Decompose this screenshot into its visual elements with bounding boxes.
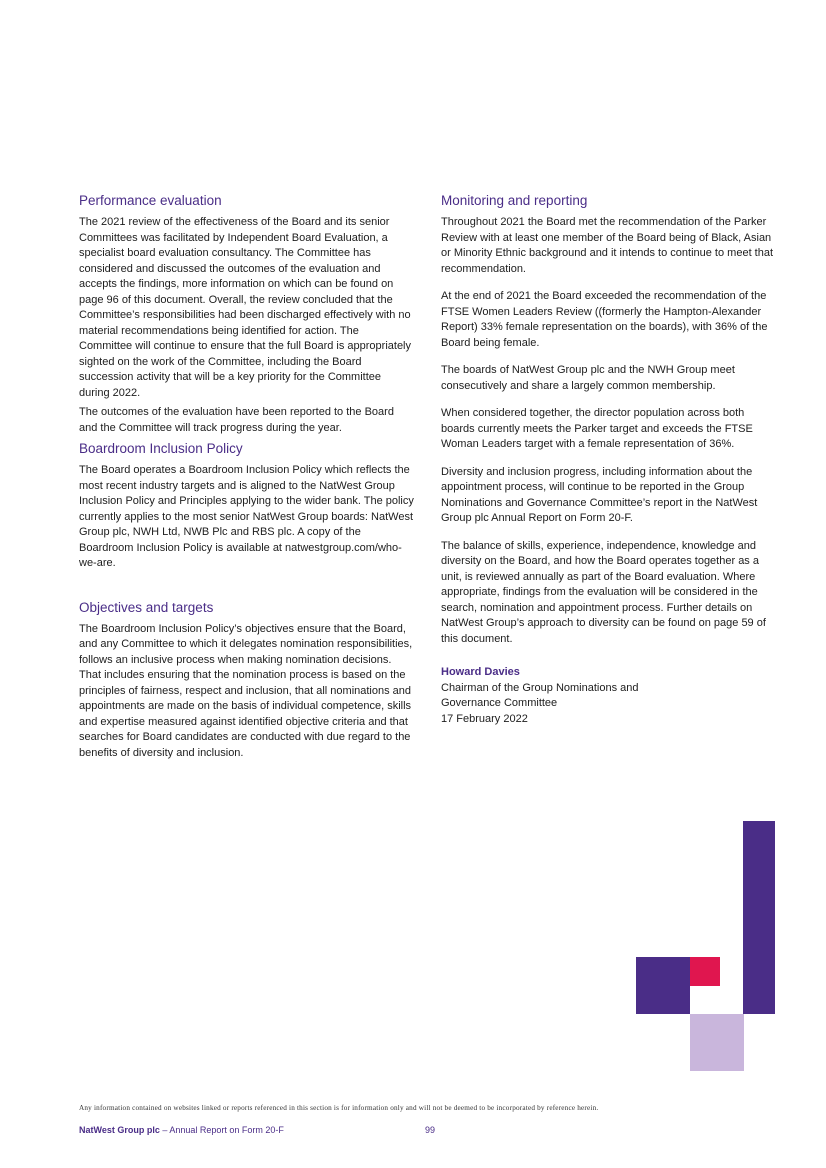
performance-evaluation-heading: Performance evaluation [79,193,222,208]
footer-brand: NatWest Group plc [79,1125,160,1135]
objectives-and-targets-heading: Objectives and targets [79,599,214,615]
monitoring-paragraph-5: Diversity and inclusion progress, including information about the appointment process, will continue to be reported in the Group Nominations and Governance Committee’s report in the NatWest Group plc Annual Report on Form 20-F. [441,465,758,524]
page-number: 99 [425,1125,436,1135]
signatory-name: Howard Davies [441,666,520,678]
signature-date: 17 February 2022 [441,712,528,725]
decorative-purple-bar [743,821,775,1014]
objectives-and-targets-paragraph: The Boardroom Inclusion Policy’s objectives ensure that the Board, and any Committee to which it delegates nomination responsibilities, follows an inclusive process when making nomination decisions. That includes ensuring that the nomination process is based on the principles of fairness, respect and inclusion, that all nominations and appointments are made on the basis of individual competence, skills and expertise measured against identified objective criteria and that searches for Board candidates are conducted with due regard to the benefits of diversity and inclusion. [79,622,413,759]
footer-report-title: – Annual Report on Form 20-F [159,1125,284,1135]
monitoring-paragraph-6: The balance of skills, experience, independence, knowledge and diversity on the Board, and how the Board operates together as a unit, is reviewed annually as part of the Board evaluation. Where appropriate, findings from the evaluation will be considered in the search, nomination and appointment process. Further details on NatWest Group’s approach to diversity can be found on page 59 of this document. [441,539,766,645]
decorative-red-square [690,957,720,986]
performance-evaluation-paragraph-1: The 2021 review of the effectiveness of the Board and its senior Committees was facilitated by Independent Board Evaluation, a specialist board evaluation consultancy. The Committee has considered and discussed the outcomes of the evaluation and accepts the findings, more information on which can be found on page 96 of this document. Overall, the review concluded that the Committee’s responsibilities had been discharged effectively with no material recommendations being identified for action. The Committee will continue to ensure that the full Board is appropriately sighted on the work of the Committee, including the Board succession activity that will be a key priority for the Committee during 2022. [79,216,412,399]
page-footer [79,1125,779,1135]
decorative-purple-square [636,957,690,1014]
signatory-title-line-1: Chairman of the Group Nominations and [441,681,639,694]
monitoring-and-reporting-heading: Monitoring and reporting [441,193,588,208]
monitoring-paragraph-3: The boards of NatWest Group plc and the NWH Group meet consecutively and share a largely common membership. [441,364,735,392]
boardroom-inclusion-policy-paragraph: The Board operates a Boardroom Inclusion Policy which reflects the most recent industry targets and is aligned to the NatWest Group Inclusion Policy and Principles applying to the wider bank. The policy currently applies to the most senior NatWest Group boards: NatWest Group plc, NWH Ltd, NWB Plc and RBS plc. A copy of the Boardroom Inclusion Policy is available at natwestgroup.com/who-we-are. [79,464,414,569]
monitoring-paragraph-4: When considered together, the director population across both boards currently meets the Parker target and exceeds the FTSE Woman Leaders target with a female representation of 36%. [441,407,753,450]
signatory-title-line-2: Governance Committee [441,697,558,709]
monitoring-paragraph-2: At the end of 2021 the Board exceeded the recommendation of the FTSE Women Leaders Review ((formerly the Hampton-Alexander Report) 33% female representation on the boards), with 36% of the Board being female. [441,290,768,349]
boardroom-inclusion-policy-heading: Boardroom Inclusion Policy [79,441,243,456]
left-column [79,192,414,765]
performance-evaluation-paragraph-2: The outcomes of the evaluation have been reported to the Board and the Committee will track progress during the year. [79,406,394,434]
decorative-lilac-square [690,1014,744,1071]
monitoring-paragraph-1: Throughout 2021 the Board met the recommendation of the Parker Review with at least one member of the Board being of Black, Asian or Minority Ethnic background and it intends to continue to meet that recommendation. [441,216,774,275]
right-column [441,192,776,727]
disclaimer-text: Any information contained on websites linked or reports referenced in this section is for information only and will not be deemed to be incorporated by reference herein. [79,1104,599,1112]
